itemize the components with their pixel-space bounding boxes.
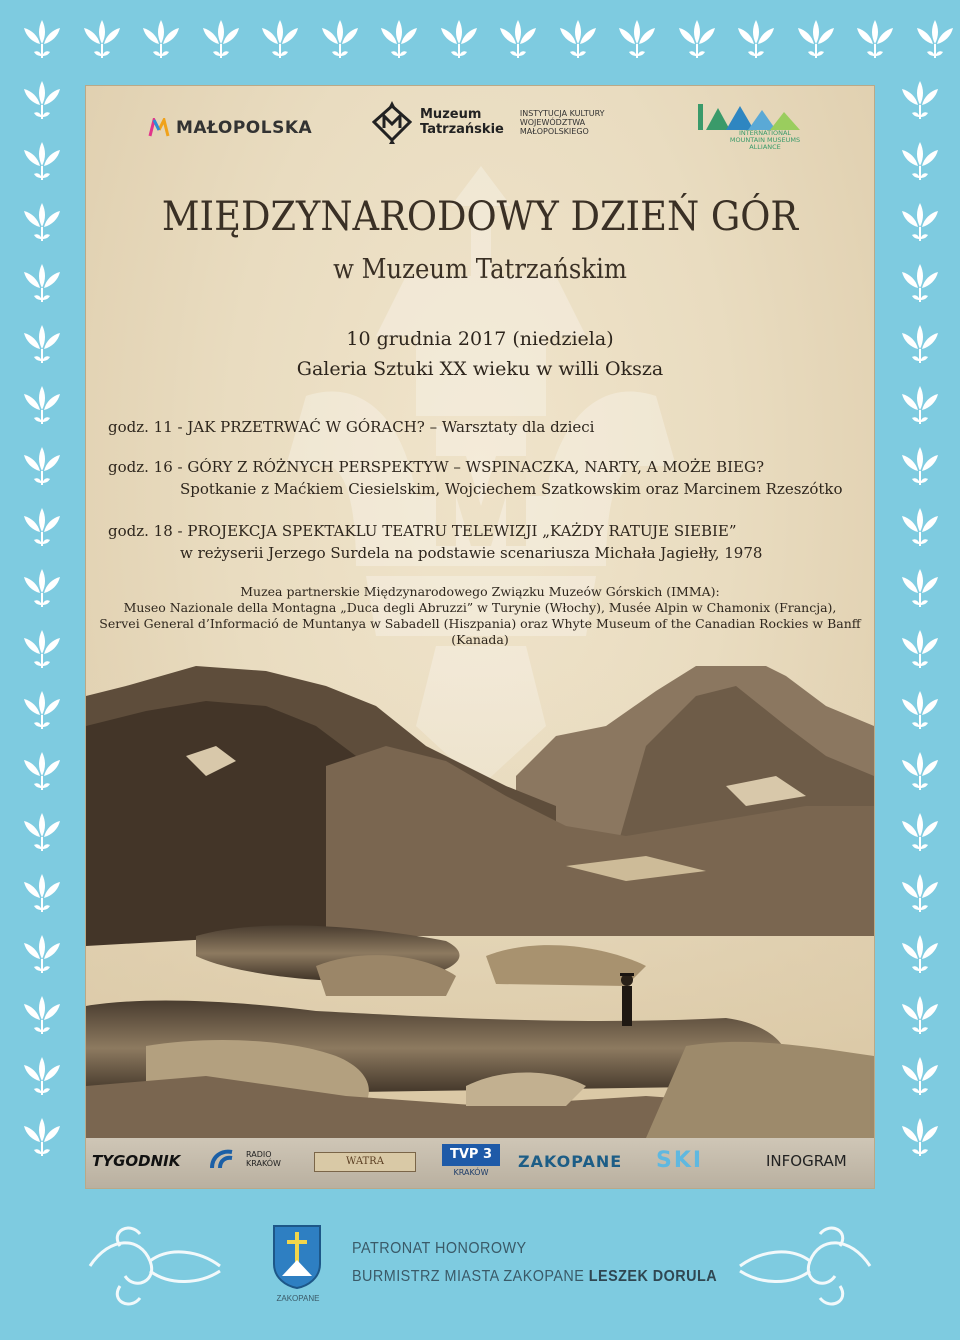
ornament-leaf-icon: [20, 18, 64, 62]
museum-name-line1: Muzeum: [420, 107, 482, 122]
radio-krakow-logo: [206, 1146, 281, 1180]
ornament-leaf-icon: [853, 18, 897, 62]
patron-name: LESZEK DORULA: [588, 1268, 718, 1285]
partners-line: Museo Nazionale della Montagna „Duca degli Abruzzi” w Turynie (Włochy), Musée Alpin w Chamonix (Francja),: [123, 600, 837, 615]
patron-line: [352, 1268, 717, 1286]
ornament-leaf-icon: [898, 262, 942, 306]
museum-name-line2: Tatrzańskie: [420, 122, 504, 137]
logo-row: [86, 100, 874, 160]
ornament-leaf-icon: [377, 18, 421, 62]
ornament-leaf-icon: [199, 18, 243, 62]
ornament-leaf-icon: [20, 1116, 64, 1160]
ornament-leaf-icon: [898, 384, 942, 428]
ornament-leaf-icon: [898, 872, 942, 916]
imma-sub-line2: MOUNTAIN MUSEUMS: [729, 136, 801, 144]
ornament-leaf-icon: [20, 811, 64, 855]
event-item: [108, 416, 594, 438]
radio-line2: KRAKÓW: [246, 1159, 281, 1168]
footer: [0, 1188, 960, 1340]
ornament-leaf-icon: [794, 18, 838, 62]
event-description: w reżyserii Jerzego Surdela na podstawie scenariusza Michała Jagiełły, 1978: [180, 544, 763, 562]
ornament-leaf-icon: [898, 1055, 942, 1099]
ornament-leaf-icon: [675, 18, 719, 62]
museum-emblem-icon: [372, 100, 412, 144]
ornament-leaf-icon: [20, 384, 64, 428]
ornament-leaf-icon: [20, 262, 64, 306]
event-title: godz. 11 - JAK PRZETRWAĆ W GÓRACH? – Warsztaty dla dzieci: [108, 418, 595, 436]
patron-title: BURMISTRZ MIASTA ZAKOPANE: [352, 1268, 585, 1285]
imma-sub-line1: INTERNATIONAL: [738, 129, 792, 137]
partners-heading: Muzea partnerskie Międzynarodowego Związku Muzeów Górskich (IMMA):: [240, 584, 720, 599]
ornament-leaf-icon: [258, 18, 302, 62]
ornament-leaf-icon: [20, 445, 64, 489]
institution-line1: INSTYTUCJA KULTURY: [519, 108, 605, 118]
event-date: 10 grudnia 2017 (niedziela): [346, 328, 614, 350]
tvp3-sub: KRAKÓW: [453, 1168, 489, 1177]
partners-line: Servei General d’Informació de Muntanya w Sabadell (Hiszpania) oraz Whyte Museum of the Canadian Rockies w Banff (Kanada): [99, 616, 861, 647]
malopolska-mark-icon: [148, 118, 170, 138]
ornament-leaf-icon: [20, 140, 64, 184]
ornament-leaf-icon: [913, 18, 957, 62]
ornament-leaf-icon: [20, 323, 64, 367]
radio-wave-icon: [206, 1146, 246, 1176]
mountain-lake-photo: [86, 666, 874, 1138]
muzeum-tatrzanskie-logo: [372, 100, 605, 144]
event-item: [108, 520, 762, 564]
zakopane-crest-icon: [272, 1224, 322, 1290]
ornament-leaf-icon: [898, 933, 942, 977]
ornament-leaf-icon: [20, 872, 64, 916]
imma-sub-line3: ALLIANCE: [749, 143, 781, 151]
ornament-leaf-icon: [898, 201, 942, 245]
ornament-leaf-icon: [139, 18, 183, 62]
infogram-logo: INFOGRAM: [766, 1152, 847, 1170]
malopolska-label: MAŁOPOLSKA: [176, 118, 313, 138]
flourish-right-icon: [730, 1216, 880, 1316]
ornament-leaf-icon: [898, 506, 942, 550]
ornament-leaf-icon: [898, 140, 942, 184]
ornament-leaf-icon: [898, 750, 942, 794]
ornament-leaf-icon: [898, 323, 942, 367]
ornament-leaf-icon: [898, 445, 942, 489]
zakopane-logo: ZAKOPANE: [518, 1152, 623, 1171]
ornament-leaf-icon: [734, 18, 778, 62]
ornament-leaf-icon: [20, 79, 64, 123]
poster-title: MIĘDZYNARODOWY DZIEŃ GÓR: [161, 194, 799, 240]
watra-logo: WATRA: [314, 1152, 416, 1172]
ornament-leaf-icon: [496, 18, 540, 62]
ornament-leaf-icon: [20, 628, 64, 672]
ornament-leaf-icon: [20, 201, 64, 245]
institution-line2: WOJEWÓDZTWA: [519, 117, 586, 127]
ornament-leaf-icon: [898, 1116, 942, 1160]
ornament-leaf-icon: [20, 567, 64, 611]
ornament-leaf-icon: [898, 79, 942, 123]
ornament-leaf-icon: [20, 933, 64, 977]
sponsor-bar: [86, 1138, 874, 1188]
poster-subtitle: w Muzeum Tatrzańskim: [333, 254, 627, 285]
institution-line3: MAŁOPOLSKIEGO: [519, 126, 589, 136]
tvp3-logo: TVP 3: [442, 1144, 500, 1166]
ornament-leaf-icon: [898, 689, 942, 733]
ornament-leaf-icon: [20, 1055, 64, 1099]
patronage-label: PATRONAT HONOROWY: [352, 1240, 527, 1257]
ornament-leaf-icon: [437, 18, 481, 62]
partner-museums: [86, 584, 874, 648]
event-description: Spotkanie z Maćkiem Ciesielskim, Wojciechem Szatkowskim oraz Marcinem Rzeszótko: [180, 480, 843, 498]
ornament-leaf-icon: [80, 18, 124, 62]
radio-line1: RADIO: [246, 1150, 272, 1159]
ski-logo: SKI: [656, 1148, 704, 1173]
ornament-leaf-icon: [898, 811, 942, 855]
malopolska-logo: [148, 118, 312, 138]
event-venue: Galeria Sztuki XX wieku w willi Oksza: [296, 358, 664, 380]
ornament-leaf-icon: [20, 994, 64, 1038]
imma-logo: [696, 102, 806, 158]
event-title: godz. 16 - GÓRY Z RÓŻNYCH PERSPEKTYW – WSPINACZKA, NARTY, A MOŻE BIEG?: [108, 458, 765, 476]
ornament-leaf-icon: [20, 506, 64, 550]
ornament-leaf-icon: [898, 628, 942, 672]
tygodnik-logo: TYGODNIK: [92, 1152, 181, 1170]
ornament-leaf-icon: [318, 18, 362, 62]
ornament-leaf-icon: [20, 750, 64, 794]
ornament-leaf-icon: [20, 689, 64, 733]
event-title: godz. 18 - PROJEKCJA SPEKTAKLU TEATRU TELEWIZJI „KAŻDY RATUJE SIEBIE”: [108, 522, 737, 540]
ornament-leaf-icon: [615, 18, 659, 62]
ornament-leaf-icon: [898, 567, 942, 611]
crest-label: ZAKOPANE: [276, 1294, 320, 1303]
event-item: [108, 456, 843, 500]
flourish-left-icon: [80, 1216, 230, 1316]
ornament-leaf-icon: [898, 994, 942, 1038]
poster: [86, 86, 874, 1188]
ornament-leaf-icon: [556, 18, 600, 62]
